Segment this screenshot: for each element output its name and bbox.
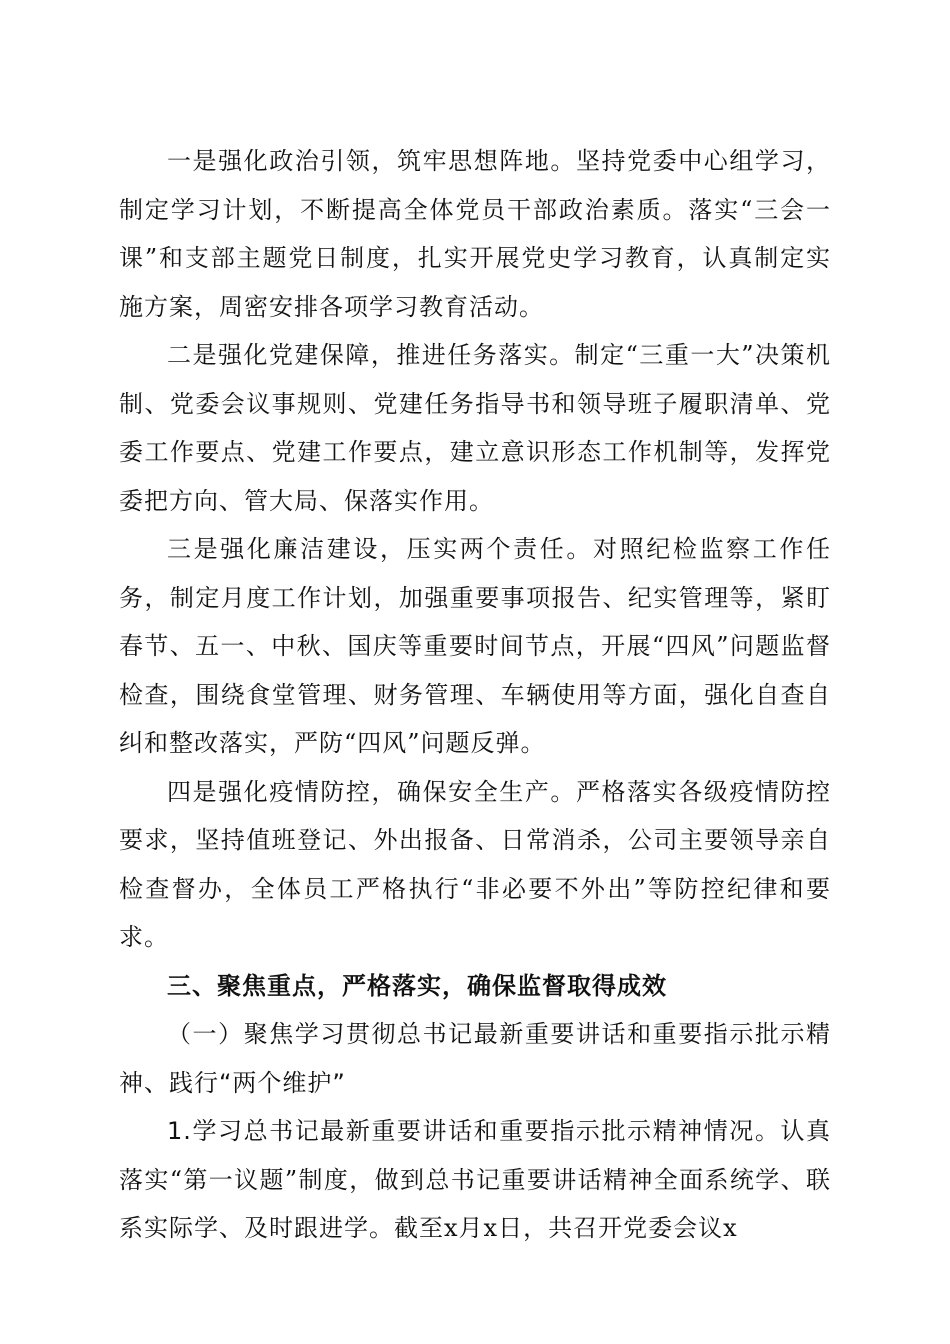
paragraph-lead: 三是强化廉洁建设，压实两个责任。 xyxy=(167,535,593,563)
paragraph-party-building xyxy=(119,331,831,525)
subsection-heading: （一）聚焦学习贯彻总书记最新重要讲话和重要指示批示精神、践行“两个维护” xyxy=(119,1020,831,1097)
section-heading: 三、聚焦重点，严格落实，确保监督取得成效 xyxy=(167,971,667,1000)
paragraph-text: 认真落实“第一议题”制度，做到总书记重要讲话精神全面系统学、联系实际学、及时跟进学。截至x月x日，共召开党委会议x xyxy=(119,1117,832,1242)
paragraph-integrity xyxy=(119,525,831,768)
paragraph-text: 对照纪检监察工作任务，制定月度工作计划，加强重要事项报告、纪实管理等，紧盯春节、五一、中秋、国庆等重要时间节点，开展“四风”问题监督检查，围绕食堂管理、财务管理、车辆使用等方面，强化自查自纠和整改落实，严防“四风”问题反弹。 xyxy=(119,535,831,757)
paragraph-political-guidance xyxy=(119,137,831,331)
paragraph-lead: 一是强化政治引领，筑牢思想阵地。 xyxy=(167,147,576,175)
document-body xyxy=(119,137,831,1253)
paragraph-lead: 1.学习总书记最新重要讲话和重要指示批示精神情况。 xyxy=(167,1117,781,1145)
paragraph-text: 制定“三重一大”决策机制、党委会议事规则、党建任务指导书和领导班子履职清单、党委工作要点、党建工作要点，建立意识形态工作机制等，发挥党委把方向、管大局、保落实作用。 xyxy=(119,341,832,515)
paragraph-lead: 二是强化党建保障，推进任务落实。 xyxy=(167,341,575,369)
paragraph-item-1 xyxy=(119,1107,831,1253)
paragraph-lead: 四是强化疫情防控，确保安全生产。 xyxy=(167,777,576,806)
paragraph-epidemic-control xyxy=(119,768,831,962)
paragraph-text: 严格落实各级疫情防控要求，坚持值班登记、外出报备、日常消杀，公司主要领导亲自检查督办，全体员工严格执行“非必要不外出”等防控纪律和要求。 xyxy=(119,777,832,951)
paragraph-text: 坚持党委中心组学习，制定学习计划，不断提高全体党员干部政治素质。落实“三会一课”和支部主题党日制度，扎实开展党史学习教育，认真制定实施方案，周密安排各项学习教育活动。 xyxy=(119,147,832,321)
